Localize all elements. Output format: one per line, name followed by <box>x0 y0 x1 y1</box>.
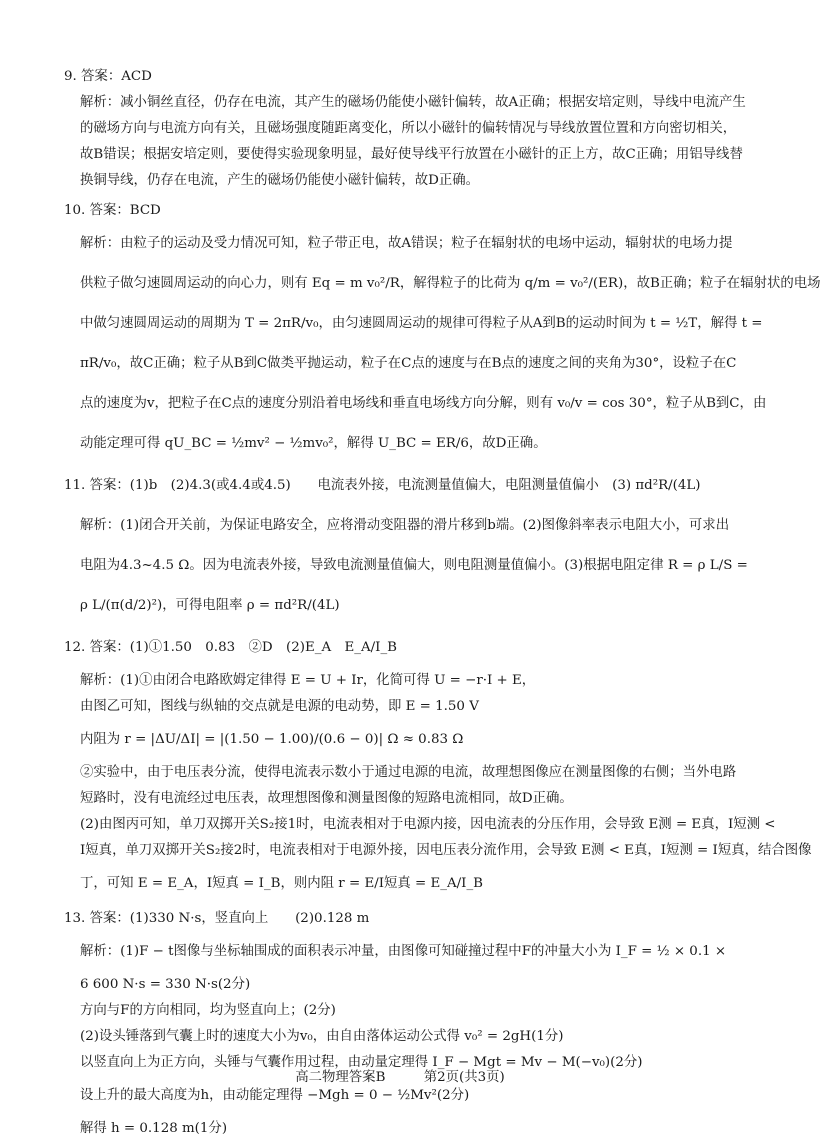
footer-page-number: 第2页(共3页) <box>423 1070 505 1085</box>
q13-line: (2)设头锤落到气囊上时的速度大小为v₀，由自由落体运动公式得 v₀² = 2gH(1分) <box>80 1029 564 1044</box>
q13-line: 解得 h = 0.128 m(1分) <box>80 1121 228 1136</box>
q10-line: 动能定理可得 qU_BC = ½mv² − ½mv₀²，解得 U_BC = ER/6，故D正确。 <box>80 436 547 451</box>
q11-line: 电阻为4.3~4.5 Ω。因为电流表外接，导致电流测量值偏大，则电阻测量值偏小。(3)根据电阻定律 R = ρ L/S = <box>80 558 748 573</box>
q12-line: 短路时，没有电流经过电压表，故理想图像和测量图像的短路电流相同，故D正确。 <box>80 791 573 806</box>
q10-line: 中做匀速圆周运动的周期为 T = 2πR/v₀，由匀速圆周运动的规律可得粒子从A到B的运动时间为 t = ½T，解得 t = <box>80 316 763 331</box>
q9-line: 换铜导线，仍存在电流，产生的磁场仍能使小磁针偏转，故D正确。 <box>80 173 480 188</box>
q12-line: (2)由图丙可知，单刀双掷开关S₂接1时，电流表相对于电源内接，因电流表的分压作用，会导致 E测 = E真，I短测 < <box>80 817 776 832</box>
q11-line: ρ L/(π(d/2)²)，可得电阻率 ρ = πd²R/(4L) <box>80 598 340 613</box>
q12-line: 由图乙可知，图线与纵轴的交点就是电源的电动势，即 E = 1.50 V <box>80 699 479 714</box>
q12-line: 内阻为 r = |ΔU/ΔI| = |(1.50 − 1.00)/(0.6 − 0)| Ω ≈ 0.83 Ω <box>80 732 464 747</box>
q12-line: ②实验中，由于电压表分流，使得电流表示数小于通过电源的电流，故理想图像应在测量图像的右侧；当外电路 <box>80 765 737 780</box>
q11-line: 解析：(1)闭合开关前，为保证电路安全，应将滑动变阻器的滑片移到b端。(2)图像斜率表示电阻大小，可求出 <box>80 518 730 533</box>
q13-line: 以竖直向上为正方向，头锤与气囊作用过程，由动量定理得 I_F − Mgt = Mv − M(−v₀)(2分) <box>80 1055 643 1070</box>
q10-line: 供粒子做匀速圆周运动的向心力，则有 Eq = m v₀²/R，解得粒子的比荷为 q/m = v₀²/(ER)，故B正确；粒子在辐射状的电场 <box>80 276 821 291</box>
q11-answer: 11. 答案：(1)b (2)4.3(或4.4或4.5) 电流表外接，电流测量值偏大，电阻测量值偏小 (3) πd²R/(4L) <box>64 478 701 493</box>
q9-line: 故B错误；根据安培定则，要使得实验现象明显，最好使导线平行放置在小磁针的正上方，故C正确；用铝导线替 <box>80 147 743 162</box>
q13-line: 6 600 N·s = 330 N·s(2分) <box>80 977 251 992</box>
q10-answer: 10. 答案：BCD <box>64 203 161 218</box>
q13-line: 设上升的最大高度为h，由动能定理得 −Mgh = 0 − ½Mv²(2分) <box>80 1088 470 1103</box>
q10-line: 点的速度为v，把粒子在C点的速度分别沿着电场线和垂直电场线方向分解，则有 v₀/v = cos 30°，粒子从B到C，由 <box>80 396 767 411</box>
page-footer <box>0 1066 800 1085</box>
q10-line: 解析：由粒子的运动及受力情况可知，粒子带正电，故A错误；粒子在辐射状的电场中运动，辐射状的电场力提 <box>80 236 733 251</box>
q13-line: 方向与F的方向相同，均为竖直向上；(2分) <box>80 1003 336 1018</box>
q12-line: 丁，可知 E = E_A，I短真 = I_B，则内阻 r = E/I短真 = E_A/I_B <box>80 876 484 891</box>
q10-line: πR/v₀，故C正确；粒子从B到C做类平抛运动，粒子在C点的速度与在B点的速度之间的夹角为30°，设粒子在C <box>80 356 737 371</box>
q12-line: I短真，单刀双掷开关S₂接2时，电流表相对于电源外接，因电压表分流作用，会导致 E测 < E真，I短测 = I短真，结合图像 <box>80 843 812 858</box>
footer-title: 高二物理答案B <box>295 1070 386 1085</box>
q9-line: 的磁场方向与电流方向有关，且磁场强度随距离变化，所以小磁针的偏转情况与导线放置位置和方向密切相关， <box>80 121 737 136</box>
q9-line: 解析：减小铜丝直径，仍存在电流，其产生的磁场仍能使小磁针偏转，故A正确；根据安培定则，导线中电流产生 <box>80 95 746 110</box>
q13-line: 解析：(1)F − t图像与坐标轴围成的面积表示冲量，由图像可知碰撞过程中F的冲量大小为 I_F = ½ × 0.1 × <box>80 944 727 959</box>
q13-answer: 13. 答案：(1)330 N·s，竖直向上 (2)0.128 m <box>64 911 370 926</box>
q12-line: 解析：(1)①由闭合电路欧姆定律得 E = U + Ir，化简可得 U = −r·I + E， <box>80 673 536 688</box>
q12-answer: 12. 答案：(1)①1.50 0.83 ②D (2)E_A E_A/I_B <box>64 640 397 655</box>
q9-answer: 9. 答案：ACD <box>64 69 152 84</box>
